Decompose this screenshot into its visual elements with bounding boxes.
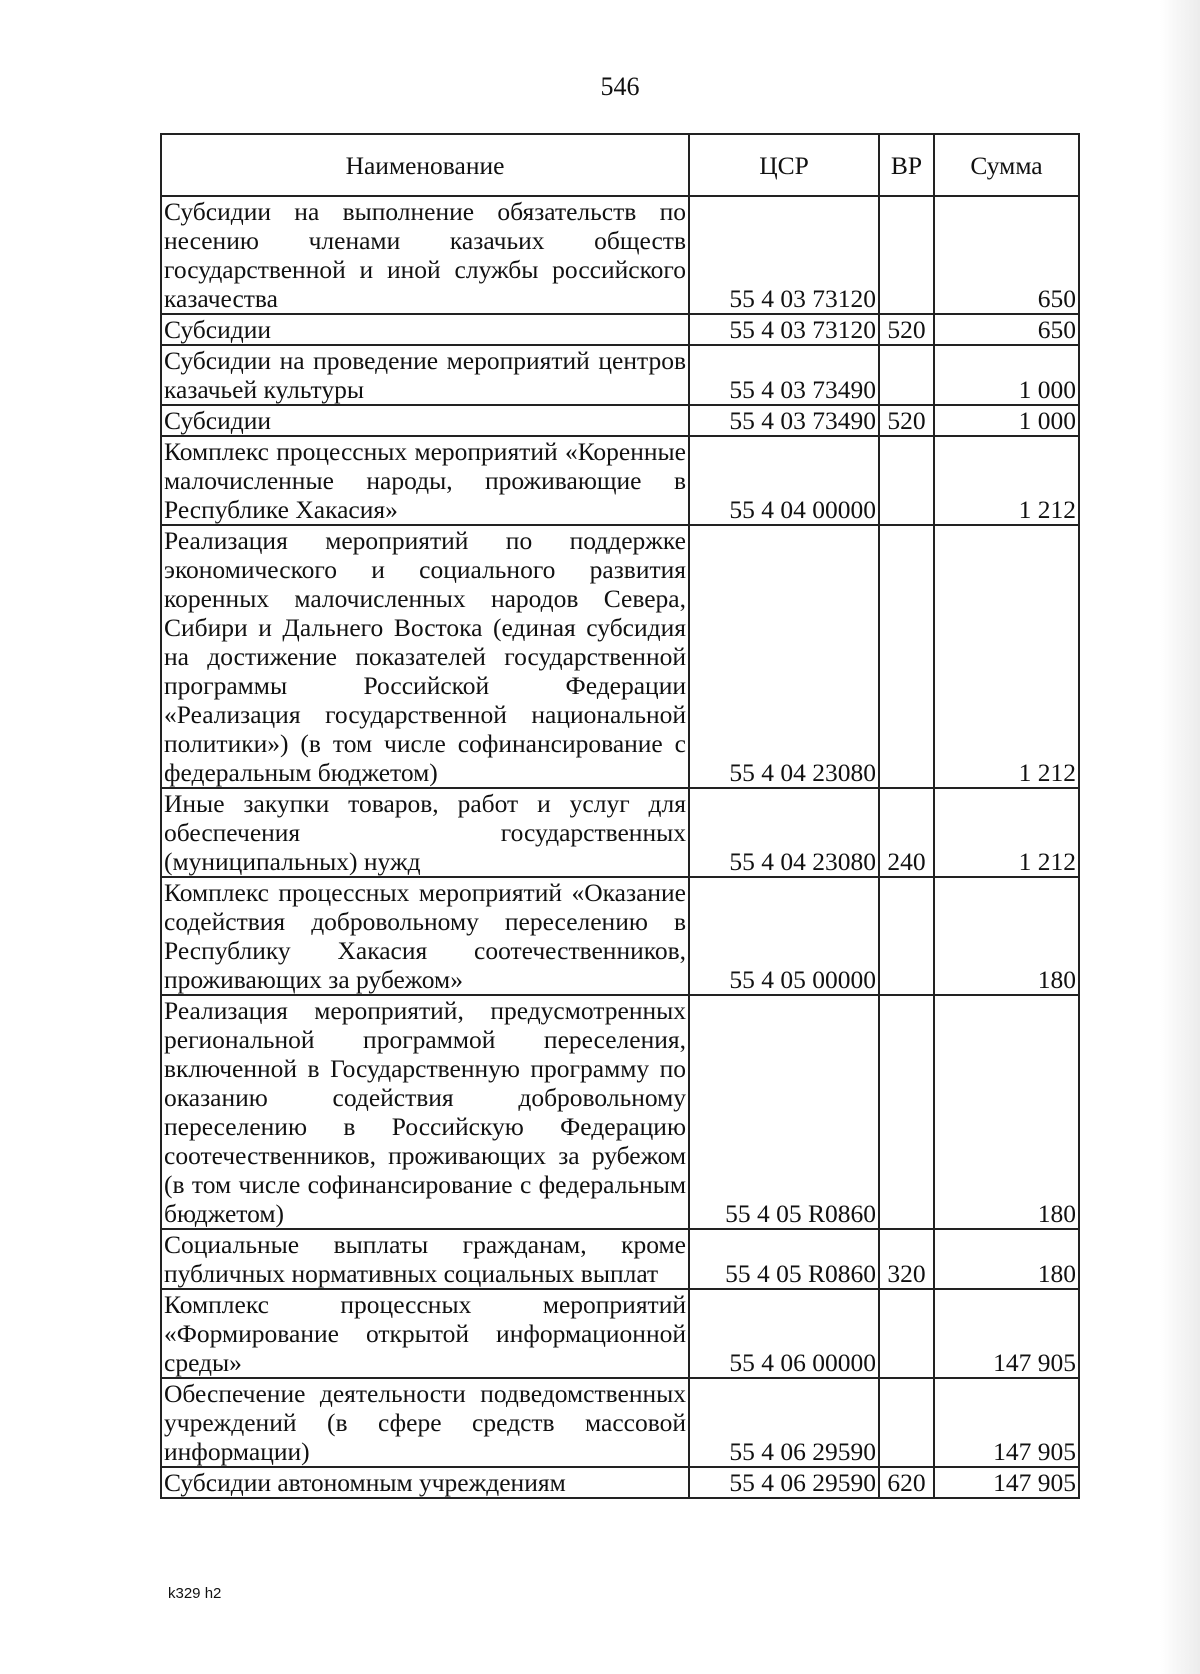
cell-vr: 320 xyxy=(879,1229,934,1289)
cell-vr xyxy=(879,995,934,1229)
table-row xyxy=(161,995,1079,1229)
cell-csr: 55 4 04 23080 xyxy=(689,788,879,877)
cell-vr xyxy=(879,877,934,995)
cell-csr: 55 4 05 R0860 xyxy=(689,995,879,1229)
cell-csr: 55 4 03 73120 xyxy=(689,196,879,314)
table-row xyxy=(161,1229,1079,1289)
table-row xyxy=(161,314,1079,345)
cell-vr xyxy=(879,1289,934,1378)
cell-vr: 520 xyxy=(879,314,934,345)
cell-csr: 55 4 06 29590 xyxy=(689,1467,879,1498)
cell-vr xyxy=(879,1378,934,1467)
header-csr: ЦСР xyxy=(689,134,879,196)
cell-csr: 55 4 05 R0860 xyxy=(689,1229,879,1289)
header-sum: Сумма xyxy=(934,134,1079,196)
cell-vr xyxy=(879,196,934,314)
cell-name: Социальные выплаты гражданам, кроме публичных нормативных социальных выплат xyxy=(161,1229,689,1289)
cell-sum: 1 000 xyxy=(934,405,1079,436)
cell-name: Субсидии автономным учреждениям xyxy=(161,1467,689,1498)
cell-sum: 147 905 xyxy=(934,1378,1079,1467)
cell-sum: 1 212 xyxy=(934,788,1079,877)
footer-code: k329 h2 xyxy=(168,1585,222,1602)
cell-name: Комплекс процессных мероприятий «Формирование открытой информационной среды» xyxy=(161,1289,689,1378)
cell-name: Субсидии xyxy=(161,405,689,436)
table-row xyxy=(161,1289,1079,1378)
cell-sum: 180 xyxy=(934,877,1079,995)
table-body xyxy=(161,196,1079,1498)
table-row xyxy=(161,788,1079,877)
cell-sum: 650 xyxy=(934,314,1079,345)
scan-edge-shadow xyxy=(1160,0,1200,1674)
cell-vr: 240 xyxy=(879,788,934,877)
budget-table xyxy=(160,133,1080,1499)
cell-csr: 55 4 04 23080 xyxy=(689,525,879,788)
cell-sum: 1 000 xyxy=(934,345,1079,405)
cell-csr: 55 4 05 00000 xyxy=(689,877,879,995)
cell-csr: 55 4 03 73490 xyxy=(689,405,879,436)
cell-sum: 650 xyxy=(934,196,1079,314)
header-name: Наименование xyxy=(161,134,689,196)
table-row xyxy=(161,1378,1079,1467)
table-row xyxy=(161,405,1079,436)
cell-vr: 620 xyxy=(879,1467,934,1498)
cell-name: Комплекс процессных мероприятий «Коренные малочисленные народы, проживающие в Республике Хакасия» xyxy=(161,436,689,525)
table-row xyxy=(161,877,1079,995)
page-number: 546 xyxy=(600,72,640,101)
table-header-row xyxy=(161,134,1079,196)
cell-sum: 147 905 xyxy=(934,1289,1079,1378)
cell-name: Комплекс процессных мероприятий «Оказание содействия добровольному переселению в Республику Хакасия соотечественников, проживающих за рубежом» xyxy=(161,877,689,995)
cell-sum: 180 xyxy=(934,995,1079,1229)
cell-name: Иные закупки товаров, работ и услуг для обеспечения государственных (муниципальных) нужд xyxy=(161,788,689,877)
table-row xyxy=(161,436,1079,525)
cell-name: Реализация мероприятий по поддержке экономического и социального развития коренных малочисленных народов Севера, Сибири и Дальнего Востока (единая субсидия на достижение показателей государственной программы Российской Федерации «Реализация государственной национальной политики») (в том числе софинансирование с федеральным бюджетом) xyxy=(161,525,689,788)
cell-name: Субсидии на выполнение обязательств по несению членами казачьих обществ государственной и иной службы российского казачества xyxy=(161,196,689,314)
cell-vr xyxy=(879,436,934,525)
header-vr: ВР xyxy=(879,134,934,196)
table-row xyxy=(161,1467,1079,1498)
cell-csr: 55 4 03 73120 xyxy=(689,314,879,345)
table-row xyxy=(161,525,1079,788)
cell-name: Реализация мероприятий, предусмотренных региональной программой переселения, включенной в Государственную программу по оказанию содействия добровольному переселению в Российскую Федерацию соотечественников, проживающих за рубежом (в том числе софинансирование с федеральным бюджетом) xyxy=(161,995,689,1229)
cell-sum: 147 905 xyxy=(934,1467,1079,1498)
cell-name: Субсидии на проведение мероприятий центров казачьей культуры xyxy=(161,345,689,405)
cell-name: Обеспечение деятельности подведомственных учреждений (в сфере средств массовой информации) xyxy=(161,1378,689,1467)
table-row xyxy=(161,196,1079,314)
cell-csr: 55 4 03 73490 xyxy=(689,345,879,405)
cell-vr: 520 xyxy=(879,405,934,436)
cell-sum: 180 xyxy=(934,1229,1079,1289)
cell-sum: 1 212 xyxy=(934,436,1079,525)
cell-name: Субсидии xyxy=(161,314,689,345)
cell-csr: 55 4 04 00000 xyxy=(689,436,879,525)
table-row xyxy=(161,345,1079,405)
cell-vr xyxy=(879,345,934,405)
cell-csr: 55 4 06 00000 xyxy=(689,1289,879,1378)
cell-csr: 55 4 06 29590 xyxy=(689,1378,879,1467)
cell-vr xyxy=(879,525,934,788)
cell-sum: 1 212 xyxy=(934,525,1079,788)
